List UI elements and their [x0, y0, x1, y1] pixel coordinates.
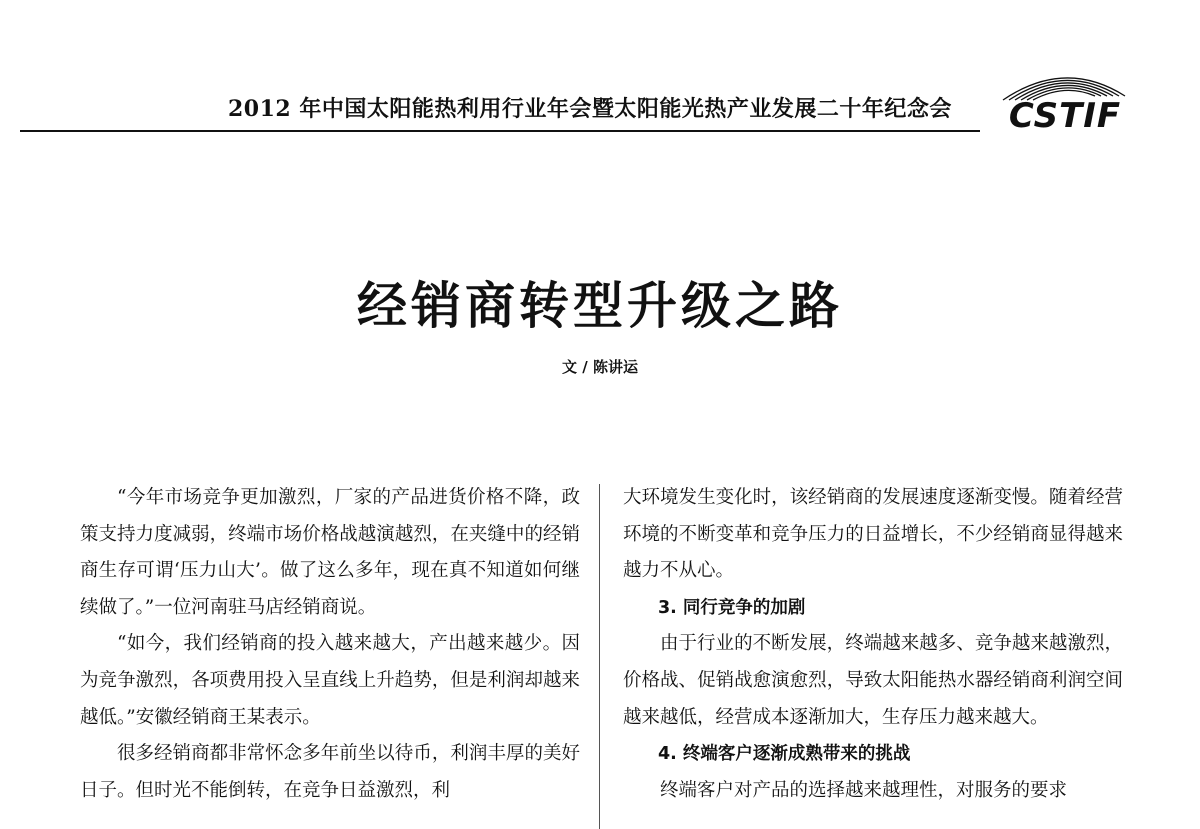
left-column [80, 480, 580, 809]
cstif-logo [995, 60, 1185, 150]
logo-wordmark: CSTIF [1008, 96, 1122, 136]
body-paragraph: “如今，我们经销商的投入越来越大，产出越来越少。因为竞争激烈，各项费用投入呈直线上升趋势，但是利润却越来越低。”安徽经销商王某表示。 [80, 633, 580, 728]
section-heading-3: 3. 同行竞争的加剧 [658, 597, 806, 618]
conference-header-title: 2012 年中国太阳能热利用行业年会暨太阳能光热产业发展二十年纪念会 [228, 96, 952, 122]
body-paragraph: 很多经销商都非常怀念多年前坐以待币，利润丰厚的美好日子。但时光不能倒转，在竞争日益激烈，利 [80, 743, 580, 801]
body-paragraph-continued: 大环境发生变化时，该经销商的发展速度逐渐变慢。随着经营环境的不断变革和竞争压力的日益增长，不少经销商显得越来越力不从心。 [623, 487, 1123, 582]
right-column [623, 480, 1123, 809]
body-paragraph: “今年市场竞争更加激烈，厂家的产品进货价格不降，政策支持力度减弱，终端市场价格战越演越烈，在夹缝中的经销商生存可谓‘压力山大’。做了这么多年，现在真不知道如何继续做了。”一位河南驻马店经销商说。 [80, 487, 580, 618]
body-paragraph: 由于行业的不断发展，终端越来越多、竞争越来越激烈，价格战、促销战愈演愈烈，导致太阳能热水器经销商利润空间越来越低，经营成本逐渐加大，生存压力越来越大。 [623, 633, 1123, 728]
header-rule [20, 130, 980, 132]
body-paragraph: 终端客户对产品的选择越来越理性，对服务的要求 [660, 779, 1068, 801]
column-divider [599, 484, 600, 829]
article-title: 经销商转型升级之路 [357, 276, 843, 335]
article-byline: 文 / 陈讲运 [562, 358, 638, 376]
section-heading-4: 4. 终端客户逐渐成熟带来的挑战 [658, 744, 911, 765]
